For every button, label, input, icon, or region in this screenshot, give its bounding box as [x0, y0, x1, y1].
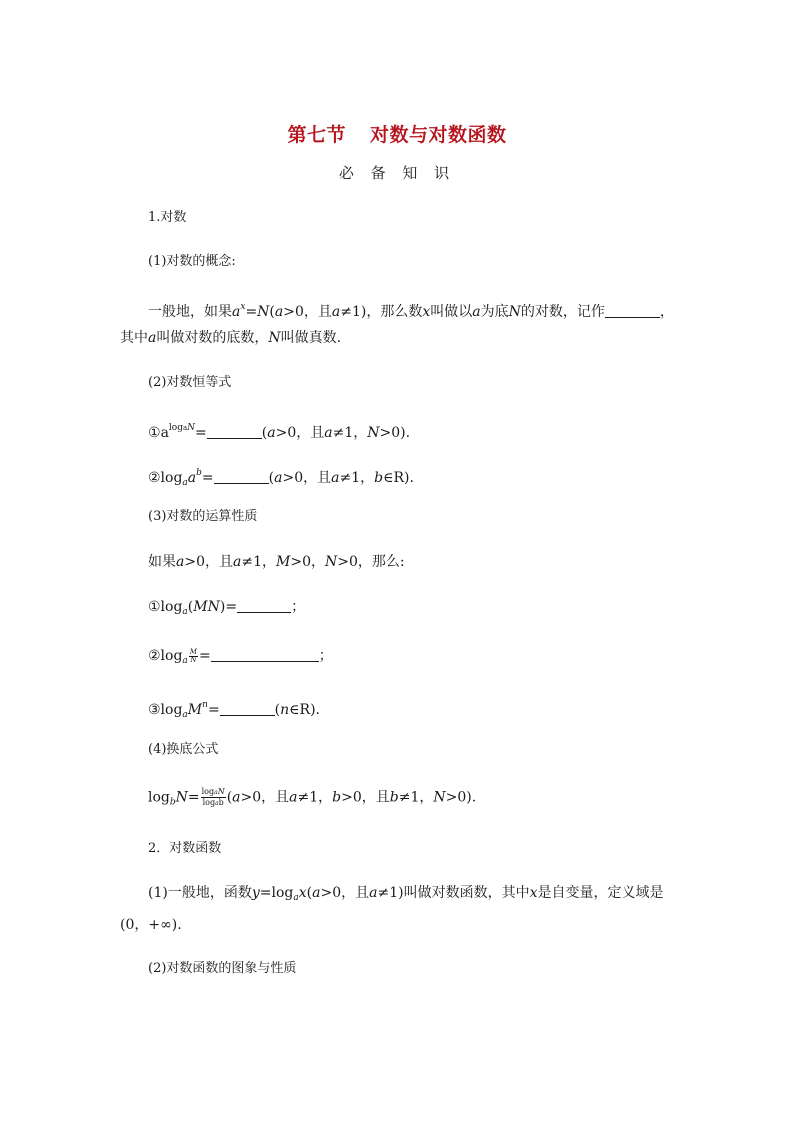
answer-blank[interactable] [207, 424, 262, 439]
page-subtitle: 必 备 知 识 [338, 164, 456, 182]
heading-operations: (3)对数的运算性质 [148, 509, 258, 524]
fraction: $\frac{\text{logaN}}{\text{logab}}$ [201, 787, 225, 807]
answer-blank[interactable] [220, 701, 275, 716]
heading-logarithm: 1.对数 [148, 210, 187, 225]
change-of-base-formula: $\log_bN=$ $\frac{\text{logaN}}{\text{logab}}$ (a>0，且a≠1，b>0，且b≠1，N>0). [148, 787, 477, 808]
operations-condition: 如果a>0，且a≠1，M>0，N>0，那么: [148, 554, 405, 570]
heading-identity: (2)对数恒等式 [148, 375, 232, 390]
answer-blank[interactable] [214, 469, 269, 484]
answer-blank[interactable] [237, 598, 291, 613]
log-function-definition-line2: (0，+∞). [120, 917, 182, 933]
answer-blank[interactable] [211, 647, 319, 662]
section-topic: 对数与对数函数 [370, 124, 507, 146]
operation-1: $①\log_a(MN)=$ ； [148, 599, 306, 617]
section-number: 第七节 [287, 124, 346, 146]
operation-3: $③\log_aM^n=$ (n∈R). [148, 700, 320, 720]
heading-concept: (1)对数的概念: [148, 254, 236, 269]
heading-graph-properties: (2)对数函数的图象与性质 [148, 961, 297, 976]
identity-2: $②\log_aa^b= (a>0$，且a≠1，b∈R). [148, 468, 414, 488]
fraction: $\frac{M}{N}$ [189, 647, 197, 664]
concept-paragraph-line1: 一般地，如果$a^x=N(a>0$，且a≠1)，那么数x叫做以a为底N的对数，记作 ， [148, 302, 674, 320]
answer-blank[interactable] [605, 303, 660, 318]
operation-2: $②\log_a$ $\frac{M}{N}$ = ； [148, 647, 333, 666]
page-title [0, 120, 794, 147]
heading-change-of-base: (4)换底公式 [148, 742, 219, 757]
identity-1: $①a^{logaN}= (a>0$，且a≠1，N>0). [148, 423, 411, 441]
concept-paragraph-line2: 其中a叫做对数的底数，N叫做真数. [120, 330, 342, 346]
heading-log-function: 2．对数函数 [148, 841, 222, 856]
log-function-definition-line1: (1)一般地，函数$y=\log_ax(a>0$，且a≠1)叫做对数函数，其中x是自变量，定义域是 [148, 885, 664, 903]
